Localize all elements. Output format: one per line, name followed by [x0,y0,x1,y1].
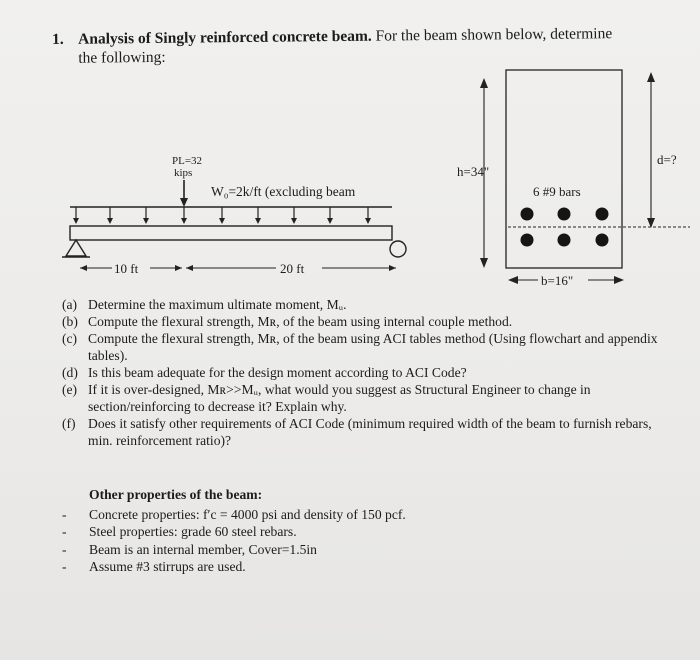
question-item: (b) Compute the flexural strength, Mʀ, of the beam using internal couple method. [62,314,513,329]
depth-label: d=? [657,152,677,167]
left-span-label: 10 ft [114,261,139,276]
rebar [558,234,571,247]
property-item: - Beam is an internal member, Cover=1.5in [62,541,317,557]
question-item: (e) If it is over-designed, Mʀ>>Mᵤ, what would you suggest as Structural Engineer to change in section/reinforcing to decrease it? Explain why. [62,382,591,414]
rebar [558,208,571,221]
height-label: h=34" [457,164,490,179]
cross-section [480,70,690,284]
question-item: (c) Compute the flexural strength, Mʀ, of the beam using ACI tables method (Using flowchart and appendix tables). [62,331,658,363]
problem-intro-line2: the following: [78,48,166,67]
rebar [521,234,534,247]
point-load-unit: kips [174,167,193,179]
properties-title: Other properties of the beam: [89,487,263,502]
question-item: (d) Is this beam adequate for the design moment according to ACI Code? [62,365,467,380]
question-item: (f) Does it satisfy other requirements of ACI Code (minimum required width of the beam to furnish rebars, min. reinforcement ratio)? [62,416,652,448]
rebar [596,234,609,247]
bars-label: 6 #9 bars [533,184,581,199]
distributed-load-label: W₀=2k/ft (excluding beam [211,184,356,199]
rebar [521,208,534,221]
figures [0,0,700,300]
problem-intro: For the beam shown below, determine [371,25,613,45]
problem-number: 1. [52,30,64,48]
property-item: - Steel properties: grade 60 steel rebars. [62,524,297,539]
point-load-label: PL=32 [172,155,203,167]
right-span-label: 20 ft [280,261,305,276]
width-label: b=16" [541,273,574,288]
rebar [596,208,609,221]
problem-title: Analysis of Singly reinforced concrete beam. [78,27,372,48]
distributed-load-arrows [73,207,371,224]
roller-support [390,241,406,257]
pin-support [66,240,86,256]
beam-element [70,226,392,240]
question-list [62,296,672,449]
beam-properties [62,486,622,576]
property-item: - Concrete properties: f′c = 4000 psi and density of 150 pcf. [62,506,406,522]
property-item: - Assume #3 stirrups are used. [62,559,246,574]
question-item: (a) Determine the maximum ultimate moment, Mᵤ. [62,297,347,312]
